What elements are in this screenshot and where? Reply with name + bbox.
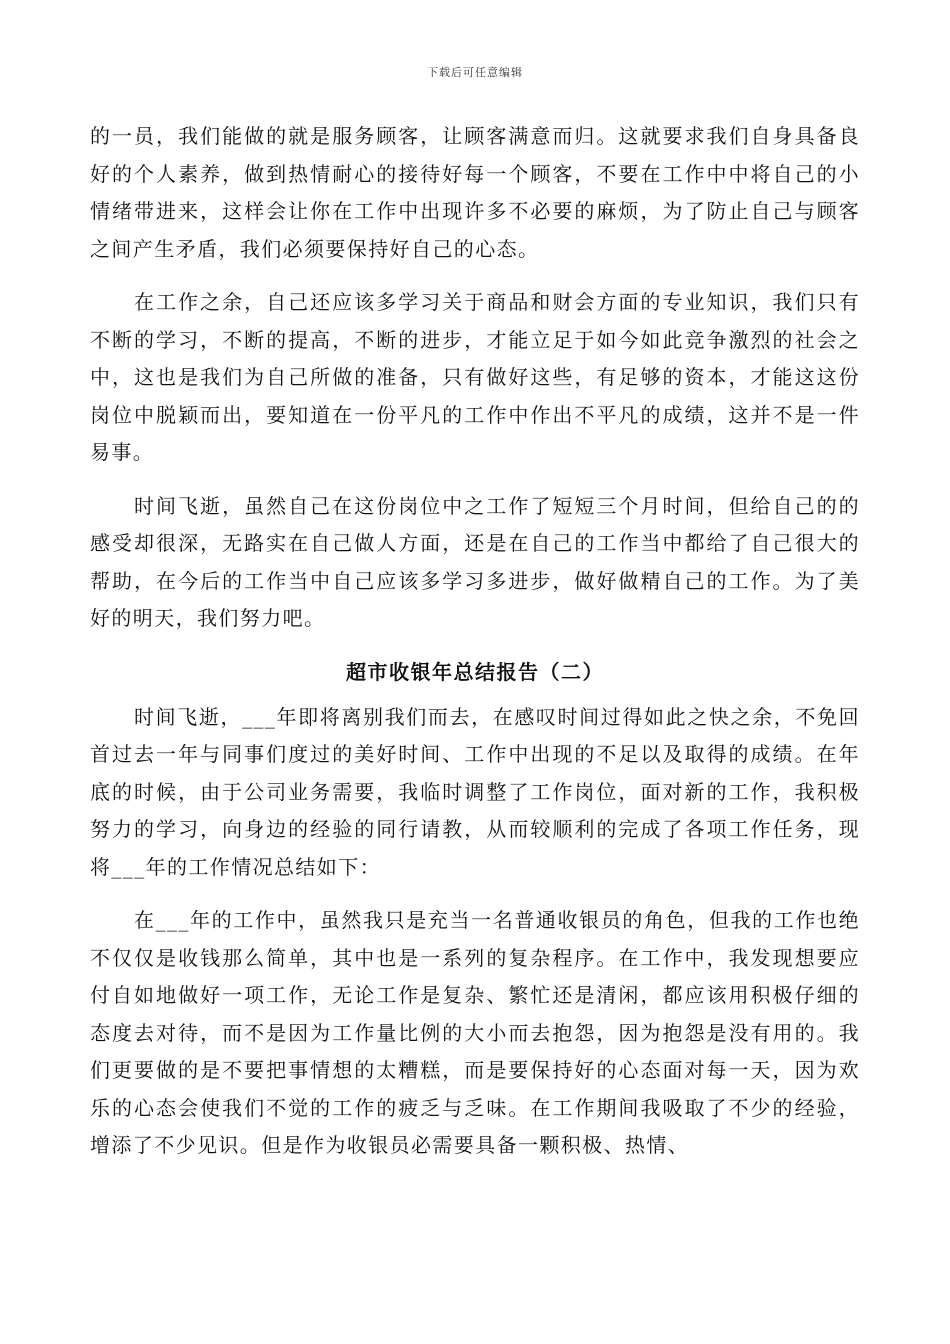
section-title: 超市收银年总结报告（二） (346, 659, 604, 684)
document-body (90, 118, 860, 1181)
paragraph: 在工作之余，自己还应该多学习关于商品和财会方面的专业知识，我们只有不断的学习，不断的提高，不断的进步，才能立足于如今如此竞争激烈的社会之中，这也是我们为自己所做的准备，只有做好这些，有足够的资本，才能这这份岗位中脱颖而出，要知道在一份平凡的工作中作出不平凡的成绩，这并不是一件易事。 (90, 290, 860, 464)
paragraph-continued: 的一员，我们能做的就是服务顾客，让顾客满意而归。这就要求我们自身具备良好的个人素养，做到热情耐心的接待好每一个顾客，不要在工作中中将自己的小情绪带进来，这样会让你在工作中出现许多不必要的麻烦，为了防止自己与顾客之间产生矛盾，我们必须要保持好自己的心态。 (90, 124, 860, 261)
paragraph: 时间飞逝，___年即将离别我们而去，在感叹时间过得如此之快之余，不免回首过去一年与同事们度过的美好时间、工作中出现的不足以及取得的成绩。在年底的时候，由于公司业务需要，我临时调整了工作岗位，面对新的工作，我积极努力的学习，向身边的经验的同行请教，从而较顺利的完成了各项工作任务，现将___年的工作情况总结如下： (90, 704, 860, 879)
page-header-note: 下载后可任意编辑 (427, 66, 523, 79)
paragraph: 在___年的工作中，虽然我只是充当一名普通收银员的角色，但我的工作也绝不仅仅是收钱那么简单，其中也是一系列的复杂程序。在工作中，我发现想要应付自如地做好一项工作，无论工作是复杂、繁忙还是清闲，都应该用积极仔细的态度去对待，而不是因为工作量比例的大小而去抱怨，因为抱怨是没有用的。我们更要做的是不要把事情想的太糟糕，而是要保持好的心态面对每一天，因为欢乐的心态会使我们不觉的工作的疲乏与乏味。在工作期间我吸取了不少的经验，增添了不少见识。但是作为收银员必需要具备一颗积极、热情、 (90, 908, 860, 1157)
paragraph: 时间飞逝，虽然自己在这份岗位中之工作了短短三个月时间，但给自己的的感受却很深，无路实在自己做人方面，还是在自己的工作当中都给了自己很大的帮助，在今后的工作当中自己应该多学习多进步，做好做精自己的工作。为了美好的明天，我们努力吧。 (90, 493, 860, 630)
